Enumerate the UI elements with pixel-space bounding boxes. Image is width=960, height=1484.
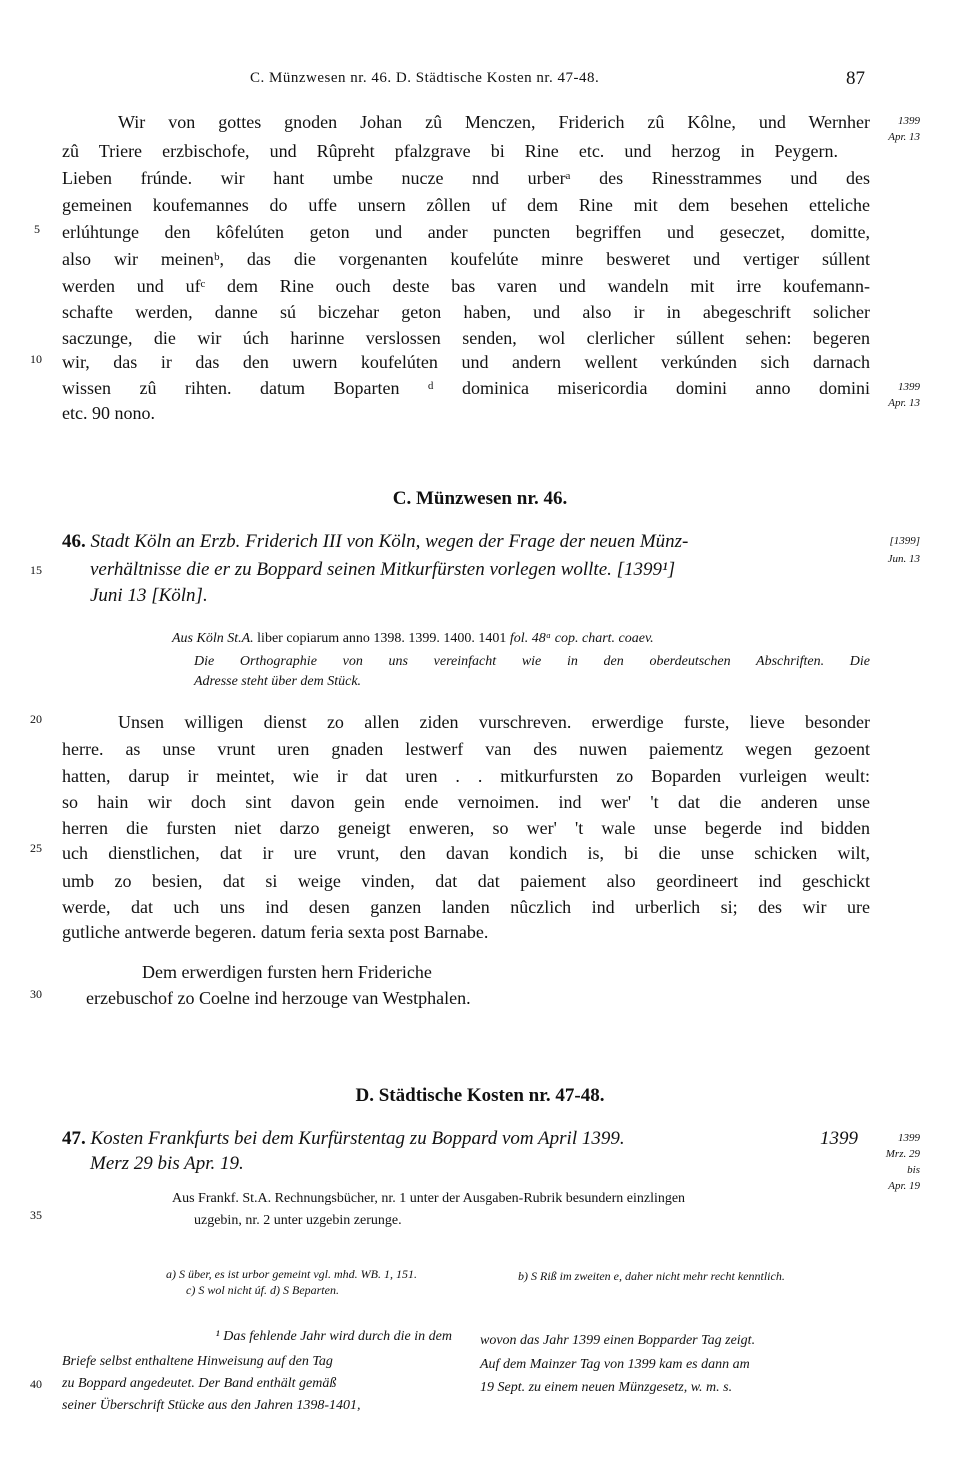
text-line: schafte werden, danne sú biczehar geton haben, und also ir in abegeschrift solicher: [62, 302, 870, 322]
source-text: liber copiarum anno 1398. 1399. 1400. 1401: [253, 631, 510, 646]
line-number: 40: [30, 1377, 42, 1391]
doc-number: 47.: [62, 1128, 86, 1149]
margin-date: bis: [907, 1164, 920, 1176]
section-heading: C. Münzwesen nr. 46.: [392, 488, 568, 509]
text-line: Wir von gottes gnoden Johan zû Menczen, Friderich zû Kôlne, und Wernher: [118, 112, 870, 132]
line-number: 15: [30, 563, 42, 577]
margin-date: 1399: [898, 381, 920, 393]
text-line: herre. as unse vrunt uren gnaden lestwerf van des nuwen paiementz wegen gezoent: [62, 739, 870, 759]
footnote-line: zu Boppard angedeutet. Der Band enthält gemäß: [62, 1376, 337, 1391]
margin-date: [1399]: [889, 535, 920, 547]
source-note: Adresse steht über dem Stück.: [194, 674, 362, 689]
source-text: fol. 48ᵃ cop. chart. coaev.: [509, 631, 654, 646]
text-line: gemeinen koufemannes do uffe unsern zôllen uf dem Rine mit dem besehen etteliche: [62, 195, 870, 215]
footnote-line: ¹ Das fehlende Jahr wird durch die in dem: [215, 1329, 452, 1344]
text-line: so hain wir doch sint davon gein ende vernoimen. ind wer' 't dat die anderen unse: [62, 792, 870, 812]
line-number: 35: [30, 1208, 42, 1222]
source-archive: Aus Köln St.A.: [172, 631, 254, 646]
footnote-line: seiner Überschrift Stücke aus den Jahren 1398-1401,: [62, 1398, 361, 1413]
text-line: wir, das ir das den uwern koufelúten und andern wellent verkúnden sich darnach: [62, 352, 870, 372]
line-number: 10: [30, 352, 42, 366]
apparatus-note: b) S Riß im zweiten e, daher nicht mehr recht kenntlich.: [518, 1269, 785, 1283]
source-text: Aus Frankf. St.A. Rechnungsbücher, nr. 1 unter der Ausgaben-Rubrik besundern einzlingen: [172, 1191, 686, 1206]
address-line: Dem erwerdigen fursten hern Frideriche: [142, 962, 432, 982]
text-line: etc. 90 nono.: [62, 403, 155, 423]
text-line: umb zo besien, dat si weige vinden, dat dat paiement also geordineert ind geschickt: [62, 871, 870, 891]
text-line: werde, dat uch uns ind desen ganzen landen nûczlich ind urberlich si; des wir ure: [62, 897, 870, 917]
text-line: herren die fursten niet darzo geneigt enweren, so wer' 't wale unse begerde ind bidden: [62, 818, 870, 838]
doc-title: Juni 13 [Köln].: [90, 585, 208, 606]
apparatus-note: a) S über, es ist urbor gemeint vgl. mhd. WB. 1, 151.: [166, 1267, 417, 1281]
margin-date: 1399: [898, 1132, 920, 1144]
line-number: 30: [30, 987, 42, 1001]
line-number: 20: [30, 712, 42, 726]
margin-date: 1399: [898, 115, 920, 127]
doc-title-year: 1399: [820, 1128, 858, 1149]
footnote-line: 19 Sept. zu einem neuen Münzgesetz, w. m. s.: [480, 1380, 733, 1395]
text-line: zû Triere erzbischofe, und Rûpreht pfalzgrave bi Rine etc. und herzog in Peygern.: [62, 141, 838, 161]
text-line: Lieben frúnde. wir hant umbe nucze nnd urberᵃ des Rinesstrammes und des: [62, 168, 870, 188]
address-line: erzebuschof zo Coelne ind herzouge van Westphalen.: [86, 988, 471, 1008]
doc-title: Merz 29 bis Apr. 19.: [90, 1153, 244, 1174]
doc-title: Stadt Köln an Erzb. Friderich III von Köln, wegen der Frage der neuen Münz-: [90, 531, 689, 552]
text-line: hatten, darup ir meintet, wie ir dat uren . . mitkurfursten zo Boparden vurleigen weult:: [62, 766, 870, 786]
doc-number: 46.: [62, 531, 86, 552]
text-line: also wir meinenᵇ, das die vorgenanten koufelúte minre besweret und vertiger súllent: [62, 249, 870, 269]
text-line: wissen zû rihten. datum Boparten ᵈ dominica misericordia domini anno domini: [62, 378, 870, 398]
text-line: uch dienstlichen, dat ir ure vrunt, den davan kondich is, bi die unse schicken wilt,: [62, 843, 870, 863]
footnote-line: Briefe selbst enthaltene Hinweisung auf den Tag: [62, 1354, 333, 1369]
source-text: uzgebin, nr. 2 unter uzgebin zerunge.: [194, 1213, 402, 1228]
apparatus-note: c) S wol nicht úf. d) S Beparten.: [186, 1283, 339, 1297]
line-number: 5: [34, 222, 40, 236]
line-number: 25: [30, 841, 42, 855]
text-line: werden und ufᶜ dem Rine ouch deste bas varen und wandeln mit irre koufemann-: [62, 276, 870, 296]
footnote-line: Auf dem Mainzer Tag von 1399 kam es dann am: [480, 1357, 750, 1372]
margin-date: Jun. 13: [887, 553, 920, 565]
footnote-line: wovon das Jahr 1399 einen Bopparder Tag zeigt.: [480, 1333, 756, 1348]
page-number: 87: [846, 68, 865, 89]
text-line: erlúhtunge den kôfelúten geton und ander puncten begriffen und geseczet, domitte,: [62, 222, 870, 242]
text-line: gutliche antwerde begeren. datum feria sexta post Barnabe.: [62, 922, 489, 942]
margin-date: Apr. 13: [888, 131, 920, 143]
margin-date: Apr. 19: [888, 1180, 920, 1192]
text-line: saczunge, die wir úch harinne verslossen senden, wol clerlicher súllent sehen: begeren: [62, 328, 870, 348]
running-header: C. Münzwesen nr. 46. D. Städtische Kosten nr. 47-48.: [250, 70, 600, 86]
doc-title: Kosten Frankfurts bei dem Kurfürstentag zu Boppard vom April 1399.: [90, 1128, 625, 1149]
doc-title: verhältnisse die er zu Boppard seinen Mitkurfürsten vorlegen wollte. [1399¹]: [90, 559, 676, 580]
source-note: Die Orthographie von uns vereinfacht wie in den oberdeutschen Abschriften. Die: [194, 654, 870, 669]
margin-date: Mrz. 29: [885, 1148, 920, 1160]
margin-date: Apr. 13: [888, 397, 920, 409]
text-line: Unsen willigen dienst zo allen ziden vurschreven. erwerdige furste, lieve besonder: [118, 712, 870, 732]
section-heading: D. Städtische Kosten nr. 47-48.: [355, 1085, 605, 1106]
